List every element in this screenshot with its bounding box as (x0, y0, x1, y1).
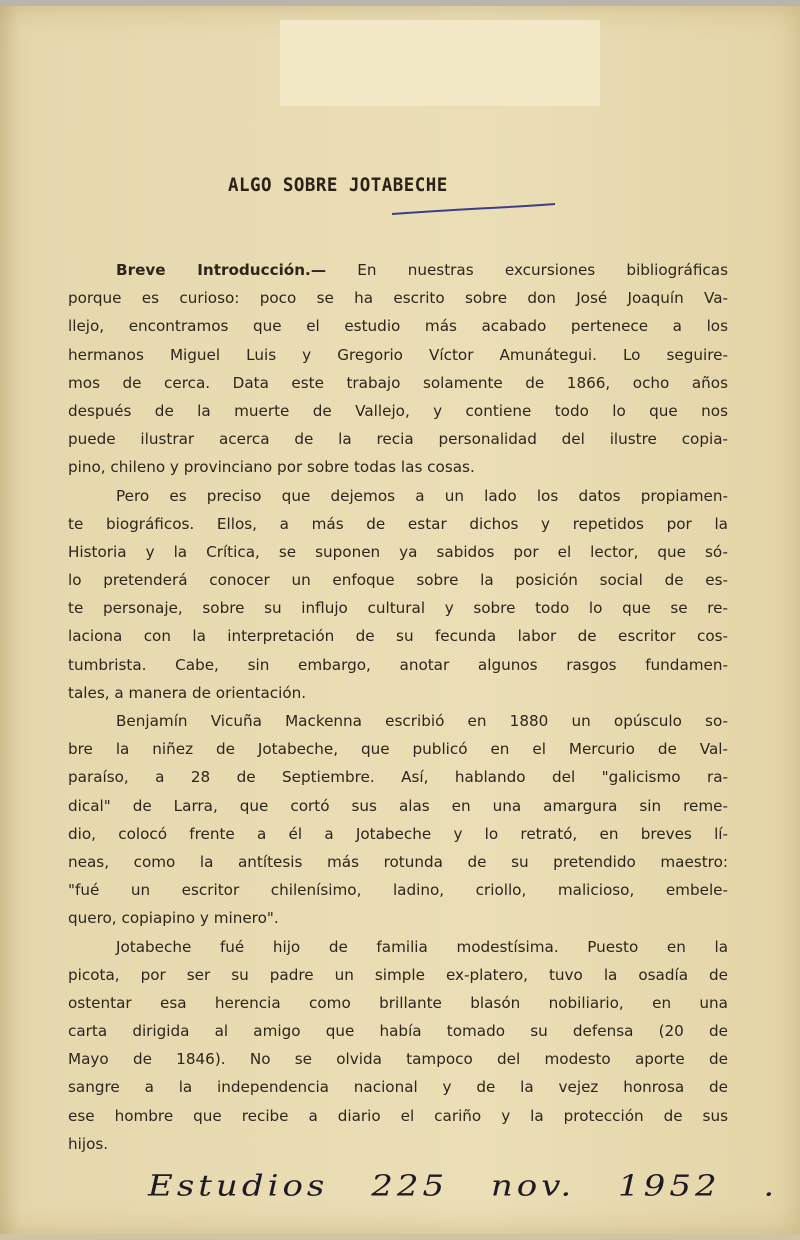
document-title: ALGO SOBRE JOTABECHE (228, 174, 448, 196)
text-line: tumbrista. Cabe, sin embargo, anotar algunos rasgos fundamen- (68, 655, 728, 674)
text-line: "fué un escritor chilenísimo, ladino, criollo, malicioso, embele- (68, 881, 728, 900)
text-line: Historia y la Crítica, se suponen ya sabidos por el lector, que só- (68, 542, 728, 561)
text-line: quero, copiapino y minero". (68, 909, 279, 928)
text-line: porque es curioso: poco se ha escrito sobre don José Joaquín Va- (68, 289, 728, 308)
text-line: Mayo de 1846). No se olvida tampoco del modesto aporte de (68, 1050, 728, 1069)
text-line: paraíso, a 28 de Septiembre. Así, hablando del "galicismo ra- (68, 768, 728, 787)
text-line (68, 256, 728, 284)
handwritten-annotation: Estudios 225 nov. 1952 . (148, 1169, 779, 1203)
text-line: te biográficos. Ellos, a más de estar dichos y repetidos por la (68, 514, 728, 533)
text-line: dio, colocó frente a él a Jotabeche y lo retrató, en breves lí- (68, 824, 728, 843)
text-line: dical" de Larra, que cortó sus alas en una amargura sin reme- (68, 796, 728, 815)
redacted-area (280, 20, 600, 106)
text-line: Jotabeche fué hijo de familia modestísima. Puesto en la (116, 937, 728, 956)
text-line: Pero es preciso que dejemos a un lado los datos propiamen- (116, 486, 728, 505)
text-line: bre la niñez de Jotabeche, que publicó en el Mercurio de Val- (68, 740, 728, 759)
text-line: ostentar esa herencia como brillante blasón nobiliario, en una (68, 993, 728, 1012)
paragraph-3 (68, 707, 728, 933)
text-line: tales, a manera de orientación. (68, 683, 307, 702)
text-line: después de la muerte de Vallejo, y contiene todo lo que nos (68, 401, 728, 420)
text-line: Benjamín Vicuña Mackenna escribió en 1880 un opúsculo so- (116, 712, 728, 730)
paragraph-1 (68, 256, 728, 482)
text-line: puede ilustrar acerca de la recia personalidad del ilustre copia- (68, 430, 728, 449)
text-line: laciona con la interpretación de su fecunda labor de escritor cos- (68, 627, 728, 646)
document-page (0, 6, 800, 1234)
text-line: neas, como la antítesis más rotunda de su pretendido maestro: (68, 852, 728, 871)
text-line: lo pretenderá conocer un enfoque sobre la posición social de es- (68, 571, 728, 590)
handwritten-underline (390, 202, 560, 222)
text-line: carta dirigida al amigo que había tomado su defensa (20 de (68, 1022, 728, 1041)
intro-label: Breve Introducción.— (116, 261, 327, 279)
text-line: llejo, encontramos que el estudio más acabado pertenece a los (68, 317, 728, 336)
text-line: sangre a la independencia nacional y de la vejez honrosa de (68, 1078, 728, 1097)
line-text: En nuestras excursiones bibliográficas (326, 261, 728, 279)
document-body (68, 256, 728, 1158)
text-line: hermanos Miguel Luis y Gregorio Víctor Amunátegui. Lo seguire- (68, 345, 728, 364)
text-line: ese hombre que recibe a diario el cariño y la protección de sus (68, 1106, 728, 1125)
text-line: picota, por ser su padre un simple ex-platero, tuvo la osadía de (68, 965, 728, 984)
text-line: pino, chileno y provinciano por sobre todas las cosas. (68, 458, 475, 477)
paragraph-4 (68, 933, 728, 1159)
paragraph-2 (68, 482, 728, 708)
text-line: hijos. (68, 1134, 109, 1153)
text-line: mos de cerca. Data este trabajo solamente de 1866, ocho años (68, 373, 728, 392)
text-line: te personaje, sobre su influjo cultural y sobre todo lo que se re- (68, 599, 728, 618)
